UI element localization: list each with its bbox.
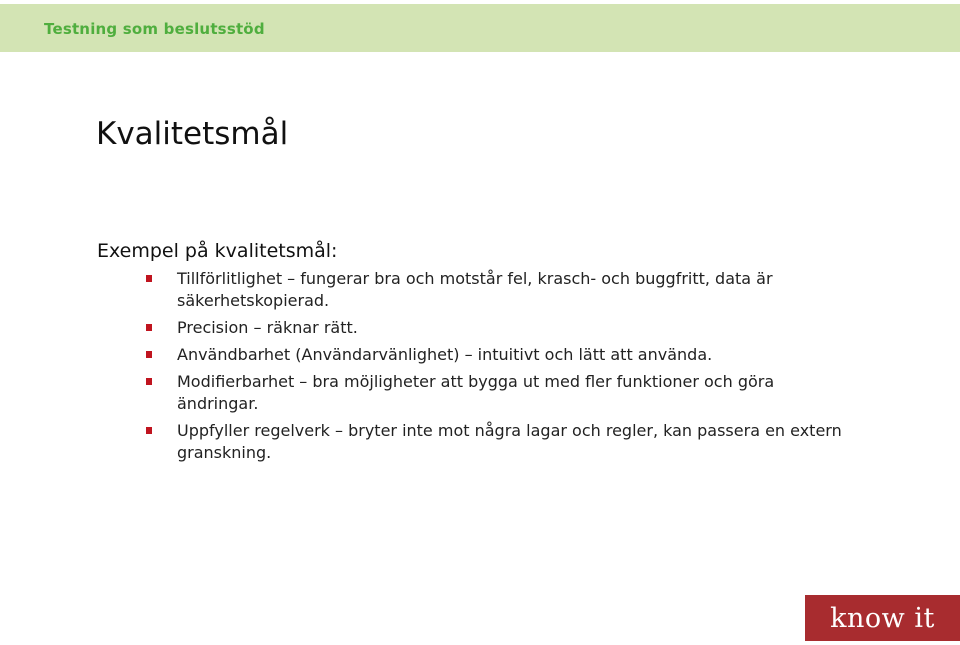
square-bullet-icon (146, 324, 152, 331)
bullet-item (145, 317, 845, 339)
header-bar (0, 4, 960, 52)
bullet-item (145, 371, 845, 415)
square-bullet-icon (146, 427, 152, 434)
slide-title: Kvalitetsmål (96, 116, 289, 152)
bullet-item (145, 268, 845, 312)
bullet-list (145, 268, 845, 469)
intro-text: Exempel på kvalitetsmål: (97, 240, 338, 262)
bullet-text: Precision – räknar rätt. (177, 318, 358, 337)
header-title: Testning som beslutsstöd (44, 20, 265, 38)
bullet-text: Uppfyller regelverk – bryter inte mot några lagar och regler, kan passera en extern granskning. (177, 421, 842, 462)
bullet-text: Användbarhet (Användarvänlighet) – intuitivt och lätt att använda. (177, 345, 713, 364)
square-bullet-icon (146, 351, 152, 358)
know-it-logo (805, 595, 960, 641)
square-bullet-icon (146, 275, 152, 282)
square-bullet-icon (146, 378, 152, 385)
bullet-text: Modifierbarhet – bra möjligheter att bygga ut med fler funktioner och göra ändringar. (177, 372, 775, 413)
bullet-text: Tillförlitlighet – fungerar bra och motstår fel, krasch- och buggfritt, data är säkerhetskopierad. (177, 269, 773, 310)
logo-text: know it (830, 602, 935, 634)
bullet-item (145, 344, 845, 366)
bullet-item (145, 420, 845, 464)
